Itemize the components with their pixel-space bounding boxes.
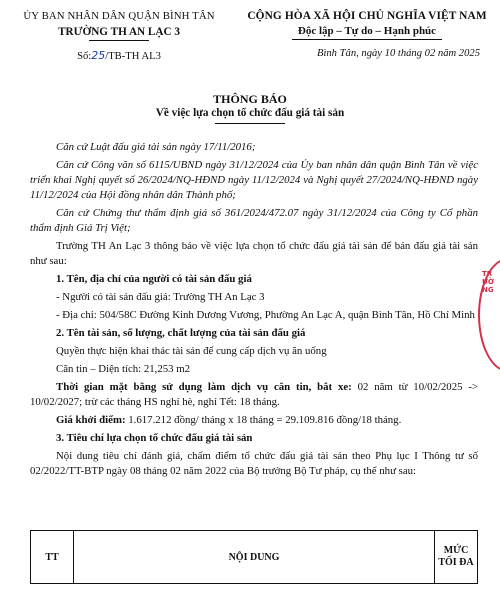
usage-period xyxy=(30,380,478,410)
section-1-heading: 1. Tên, địa chỉ của người có tài sản đấu giá xyxy=(56,273,252,285)
owner-address: - Địa chỉ: 504/58C Đường Kinh Dương Vương, Phường An Lạc A, quận Bình Tân, Hồ Chí Minh xyxy=(56,309,475,321)
notice-body xyxy=(30,140,478,482)
doc-no-suffix: /TB-TH AL3 xyxy=(105,51,161,62)
usage-period-value: 02 năm từ 10/02/2025 -> 10/02/2027; trừ các tháng HS nghỉ hè, nghỉ Tết: 18 tháng. xyxy=(30,381,479,408)
asset-owner: - Người có tài sản đấu giá: Trường TH An Lạc 3 xyxy=(56,291,265,303)
asset-area: Căn tin – Diện tích: 21,253 m2 xyxy=(56,363,191,375)
intro-paragraph: Trường TH An Lạc 3 thông báo về việc lựa chọn tổ chức đấu giá tài sản để bán đấu giá tài sản như sau: xyxy=(30,240,478,267)
motto-underline xyxy=(292,39,442,40)
subtitle-underline xyxy=(215,123,285,124)
national-block xyxy=(236,10,498,59)
col-header-content: NỘI DUNG xyxy=(74,531,435,584)
national-motto: Độc lập – Tự do – Hạnh phúc xyxy=(297,25,437,37)
legal-basis-2: Căn cứ Công văn số 6115/UBND ngày 31/12/2024 của Ủy ban nhân dân quận Bình Tân về việc triển khai Nghị quyết số 26/2024/NQ-HĐND ngày 11/12/2024 và Nghị quyết 27/2024/NQ-HĐND ngày 11/12/2024 của Hội đồng nhân dân Thành phố; xyxy=(30,159,478,201)
issuer-block xyxy=(14,10,224,62)
asset-description: Quyền thực hiện khai thác tài sản để cung cấp dịch vụ ăn uống xyxy=(56,345,327,357)
legal-basis-3: Căn cứ Chứng thư thẩm định giá số 361/2024/472.07 ngày 31/12/2024 của Công ty Cổ phần thẩm định Giá Trị Việt; xyxy=(30,207,478,234)
doc-no-prefix: Số: xyxy=(77,51,92,62)
agency-name: ỦY BAN NHÂN DÂN QUẬN BÌNH TÂN xyxy=(23,10,215,22)
notice-subtitle: Về việc lựa chọn tổ chức đấu giá tài sản xyxy=(155,107,345,119)
document-number xyxy=(14,49,224,62)
school-underline xyxy=(89,40,149,41)
table-header-row xyxy=(31,531,478,584)
nation-title: CỘNG HÒA XÃ HỘI CHỦ NGHĨA VIỆT NAM xyxy=(247,10,487,22)
starting-price xyxy=(30,413,478,428)
col-header-max: MỨC TỐI ĐA xyxy=(435,531,478,584)
stamp-text: TRƯỜNG xyxy=(482,270,494,294)
section-3-heading: 3. Tiêu chí lựa chọn tổ chức đấu giá tài sản xyxy=(56,432,253,444)
starting-price-label: Giá khởi điểm: xyxy=(56,414,126,426)
starting-price-value: 1.617.212 đồng/ tháng x 18 tháng = 29.109.816 đồng/18 tháng. xyxy=(125,414,402,426)
school-name: TRƯỜNG TH AN LẠC 3 xyxy=(58,26,180,38)
criteria-table xyxy=(30,530,478,584)
col-header-tt: TT xyxy=(31,531,74,584)
legal-basis-1: Căn cứ Luật đấu giá tài sản ngày 17/11/2016; xyxy=(56,141,256,153)
section-2-heading: 2. Tên tài sản, số lượng, chất lượng của tài sản đấu giá xyxy=(56,327,306,339)
criteria-text: Nội dung tiêu chí đánh giá, chấm điểm tổ chức đấu giá tài sản theo Phụ lục I Thông tư số 02/2022/TT-BTP ngày 08 tháng 02 năm 2022 của Bộ trưởng Bộ Tư pháp, cụ thể như sau: xyxy=(30,450,478,477)
place-date: Bình Tân, ngày 10 tháng 02 năm 2025 xyxy=(316,48,480,59)
notice-title: THÔNG BÁO xyxy=(213,92,287,106)
usage-period-label: Thời gian mặt bằng sử dụng làm dịch vụ căn tin, bắt xe: xyxy=(56,381,352,393)
doc-no-handwritten: 25 xyxy=(91,49,106,62)
